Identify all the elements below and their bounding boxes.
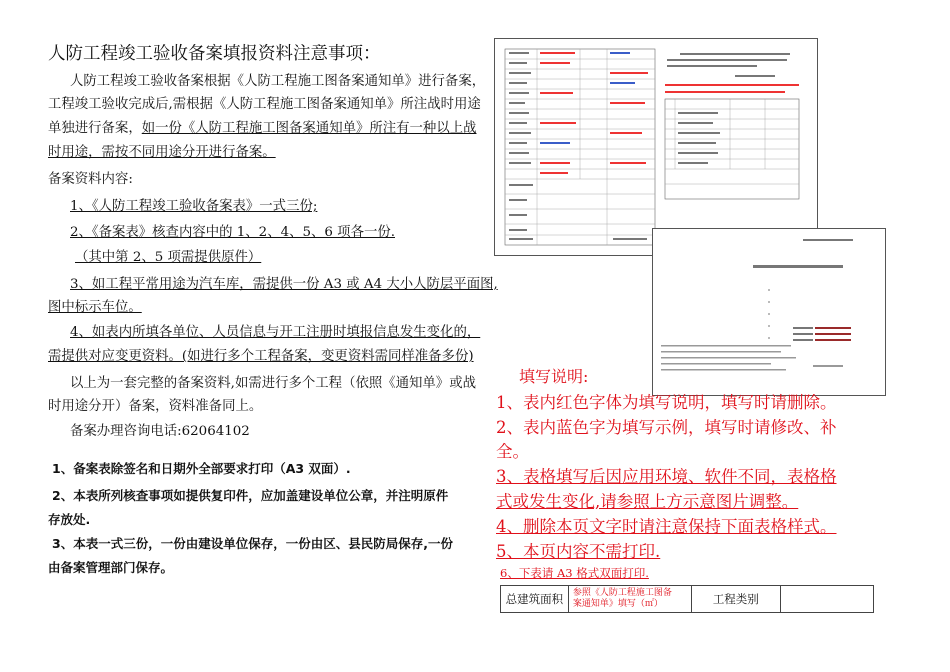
- note-1: 1、备案表除签名和日期外全部要求打印（A3 双面）.: [52, 461, 351, 476]
- table-cell-project-type-label: 工程类别: [692, 586, 780, 613]
- instruction-5: 5、本页内容不需打印.: [496, 542, 661, 561]
- instruction-3b: 式或发生变化,请参照上方示意图片调整。: [496, 492, 799, 511]
- summary-line-2: 时用途分开）备案，资料准备同上。: [48, 399, 263, 414]
- note-3a: 3、本表一式三份，一份由建设单位保存，一份由区、县民防局保存,一份: [52, 536, 453, 551]
- intro-line-4: 时用途，需按不同用途分开进行备案。: [48, 145, 276, 160]
- note-2a: 2、本表所列核查事项如提供复印件，应加盖建设单位公章，并注明原件: [52, 488, 449, 503]
- table-cell-project-type-value[interactable]: [780, 586, 873, 613]
- material-item-3a: 3、如工程平常用途为汽车库，需提供一份 A3 或 A4 大小人防层平面图,: [70, 277, 498, 292]
- material-item-2-note: （其中第 2、5 项需提供原件）: [75, 250, 262, 265]
- instruction-1: 1、表内红色字体为填写说明，填写时请删除。: [496, 393, 837, 412]
- material-item-2: 2、《备案表》核查内容中的 1、2、4、5、6 项各一份.: [70, 225, 395, 240]
- table-cell-total-area-label: 总建筑面积: [501, 586, 569, 613]
- instruction-3a: 3、表格填写后因应用环境、软件不同，表格格: [496, 467, 837, 486]
- instruction-2a: 2、表内蓝色字为填写示例，填写时请修改、补: [496, 418, 837, 437]
- note-3b: 由备案管理部门保存。: [48, 560, 174, 575]
- material-item-4a: 4、如表内所填各单位、人员信息与开工注册时填报信息发生变化的，: [70, 325, 481, 340]
- material-item-3b: 图中标示车位。: [48, 300, 142, 315]
- summary-line-1: 以上为一套完整的备案资料,如需进行多个工程（依照《通知单》或战: [70, 376, 476, 391]
- area-table: [500, 585, 874, 613]
- intro-line-1: 人防工程竣工验收备案根据《人防工程施工图备案通知单》进行备案，: [70, 74, 486, 89]
- form-preview-image-front: [494, 38, 818, 256]
- material-item-1: 1、《人防工程竣工验收备案表》一式三份;: [70, 199, 318, 214]
- instructions-heading: 填写说明:: [519, 367, 589, 386]
- instruction-6: 6、下表请 A3 格式双面打印.: [500, 566, 649, 580]
- table-row: [501, 586, 874, 613]
- form-preview-front-drawing: [495, 39, 817, 255]
- intro-line-3a: 单独进行备案，: [48, 121, 142, 136]
- material-item-4b: 需提供对应变更资料。(如进行多个工程备案，变更资料需同样准备多份): [48, 349, 474, 364]
- form-preview-image-back: [652, 228, 886, 396]
- materials-heading: 备案资料内容:: [48, 172, 133, 187]
- area-note-line-1: 参照《人防工程施工图备: [572, 588, 672, 598]
- intro-line-3: [48, 117, 477, 140]
- intro-line-3b: 如一份《人防工程施工图备案通知单》所注有一种以上战: [141, 121, 477, 136]
- area-note-line-2: 案通知单》填写（㎡）: [572, 599, 663, 609]
- note-2b: 存放处.: [48, 512, 91, 527]
- instruction-4: 4、删除本页文字时请注意保持下面表格样式。: [496, 517, 837, 536]
- page-title: 人防工程竣工验收备案填报资料注意事项：: [48, 44, 381, 64]
- intro-line-2: 工程竣工验收完成后,需根据《人防工程施工图备案通知单》所注战时用途: [48, 97, 481, 112]
- instruction-2b: 全。: [496, 442, 529, 461]
- form-preview-back-drawing: [653, 229, 885, 395]
- table-cell-area-note[interactable]: [568, 586, 691, 613]
- phone-line: 备案办理咨询电话:62064102: [70, 424, 250, 439]
